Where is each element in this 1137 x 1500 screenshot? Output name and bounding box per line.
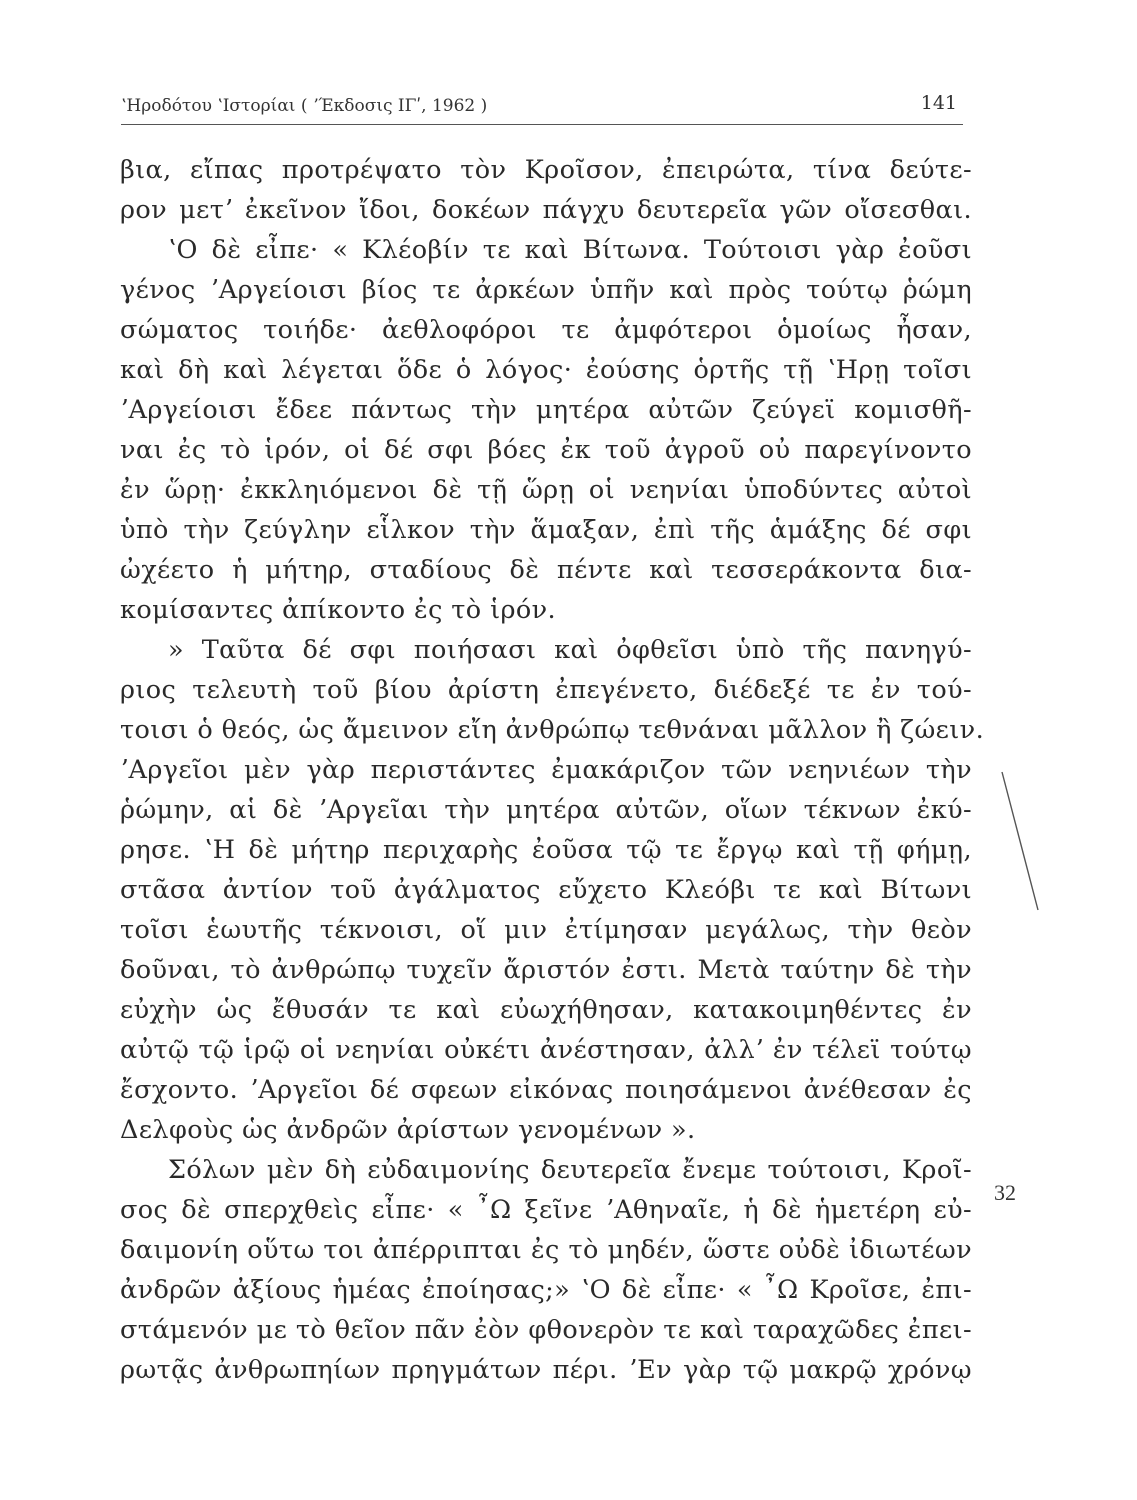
text-line: ρωτᾷς ἀνθρωπηίων πρηγμάτων πέρι. ʼΕν γὰρ τῷ μακρῷ χρόνῳ [120,1355,972,1385]
text-line: ρον μετʼ ἐκεῖνον ἴδοι, δοκέων πάγχυ δευτερεῖα γῶν οἴσεσθαι. [120,195,972,225]
text-line: ἀνδρῶν ἀξίους ἡμέας ἐποίησας;» ʽΟ δὲ εἶπε· « ῏Ω Κροῖσε, ἐπι- [120,1275,972,1305]
running-title: ʽΗροδότου ʽΙστορίαι ( ʼΈκδοσις ΙΓʹ, 1962 ) [121,96,488,116]
page-number: 141 [920,92,957,114]
text-line: σος δὲ σπερχθεὶς εἶπε· « ῏Ω ξεῖνε ʼΑθηναῖε, ἡ δὲ ἡμετέρη εὐ- [120,1195,972,1225]
header-rule [121,124,963,125]
text-line: ριος τελευτὴ τοῦ βίου ἀρίστη ἐπεγένετο, διέδεξέ τε ἐν τού- [120,675,972,705]
text-line: στάμενόν με τὸ θεῖον πᾶν ἐὸν φθονερὸν τε καὶ ταραχῶδες ἐπει- [120,1315,972,1345]
text-line: σώματος τοιήδε· ἀεθλοφόροι τε ἀμφότεροι ὁμοίως ἦσαν, [120,315,972,345]
text-line: » Ταῦτα δέ σφι ποιήσασι καὶ ὀφθεῖσι ὑπὸ τῆς πανηγύ- [168,635,972,665]
text-line: γένος ʼΑργείοισι βίος τε ἀρκέων ὑπῆν καὶ πρὸς τούτῳ ῥώμη [120,275,972,305]
text-line: εὐχὴν ὡς ἔθυσάν τε καὶ εὐωχήθησαν, κατακοιμηθέντες ἐν [120,995,972,1025]
text-line: δοῦναι, τὸ ἀνθρώπῳ τυχεῖν ἄριστόν ἐστι. Μετὰ ταύτην δὲ τὴν [120,955,972,985]
text-line: τοῖσι ἑωυτῆς τέκνοισι, οἵ μιν ἐτίμησαν μεγάλως, τὴν θεὸν [120,915,972,945]
text-line: κομίσαντες ἀπίκοντο ἐς τὸ ἱρόν. [120,595,557,625]
text-line: δαιμονίη οὕτω τοι ἀπέρριπται ἐς τὸ μηδέν, ὥστε οὐδὲ ἰδιωτέων [120,1235,972,1265]
running-header [121,92,963,124]
text-line: αὐτῷ τῷ ἱρῷ οἱ νεηνίαι οὐκέτι ἀνέστησαν, ἀλλʼ ἐν τέλεϊ τούτῳ [120,1035,972,1065]
body-text [120,150,985,1390]
margin-chapter-number: 32 [994,1180,1016,1205]
text-line: ρησε. ʽΗ δὲ μήτηρ περιχαρὴς ἐοῦσα τῷ τε ἔργῳ καὶ τῇ φήμῃ, [120,835,972,865]
text-line: ναι ἐς τὸ ἱρόν, οἱ δέ σφι βόες ἐκ τοῦ ἀγροῦ οὐ παρεγίνοντο [120,435,972,465]
text-line: ὠχέετο ἡ μήτηρ, σταδίους δὲ πέντε καὶ τεσσεράκοντα δια- [120,555,972,585]
text-line: ῥώμην, αἱ δὲ ʼΑργεῖαι τὴν μητέρα αὐτῶν, οἵων τέκνων ἐκύ- [120,795,972,825]
text-line: Δελφοὺς ὡς ἀνδρῶν ἀρίστων γενομένων ». [120,1115,696,1145]
margin-pencil-mark [1000,770,1060,920]
text-line: Σόλων μὲν δὴ εὐδαιμονίης δευτερεῖα ἔνεμε τούτοισι, Κροῖ- [168,1155,972,1185]
text-line: ʼΑργείοισι ἔδεε πάντως τὴν μητέρα αὐτῶν ζεύγεϊ κομισθῆ- [120,395,972,425]
text-line: τοισι ὁ θεός, ὡς ἄμεινον εἴη ἀνθρώπῳ τεθνάναι μᾶλλον ἢ ζώειν. [120,715,985,745]
text-line: ὑπὸ τὴν ζεύγλην εἷλκον τὴν ἅμαξαν, ἐπὶ τῆς ἁμάξης δέ σφι [120,515,972,545]
text-line: καὶ δὴ καὶ λέγεται ὅδε ὁ λόγος· ἐούσης ὁρτῆς τῇ ʽΗρῃ τοῖσι [120,355,972,385]
text-line: στᾶσα ἀντίον τοῦ ἀγάλματος εὔχετο Κλεόβι τε καὶ Βίτωνι [120,875,972,905]
text-line: ἔσχοντο. ʼΑργεῖοι δέ σφεων εἰκόνας ποιησάμενοι ἀνέθεσαν ἐς [120,1075,972,1105]
text-line: βια, εἴπας προτρέψατο τὸν Κροῖσον, ἐπειρώτα, τίνα δεύτε- [120,155,972,185]
text-line: ʽΟ δὲ εἶπε· « Κλέοβίν τε καὶ Βίτωνα. Τούτοισι γὰρ ἐοῦσι [168,235,972,265]
text-line: ἐν ὥρῃ· ἐκκληιόμενοι δὲ τῇ ὥρῃ οἱ νεηνίαι ὑποδύντες αὐτοὶ [120,475,972,505]
text-line: ʼΑργεῖοι μὲν γὰρ περιστάντες ἐμακάριζον τῶν νεηνιέων τὴν [120,755,972,785]
